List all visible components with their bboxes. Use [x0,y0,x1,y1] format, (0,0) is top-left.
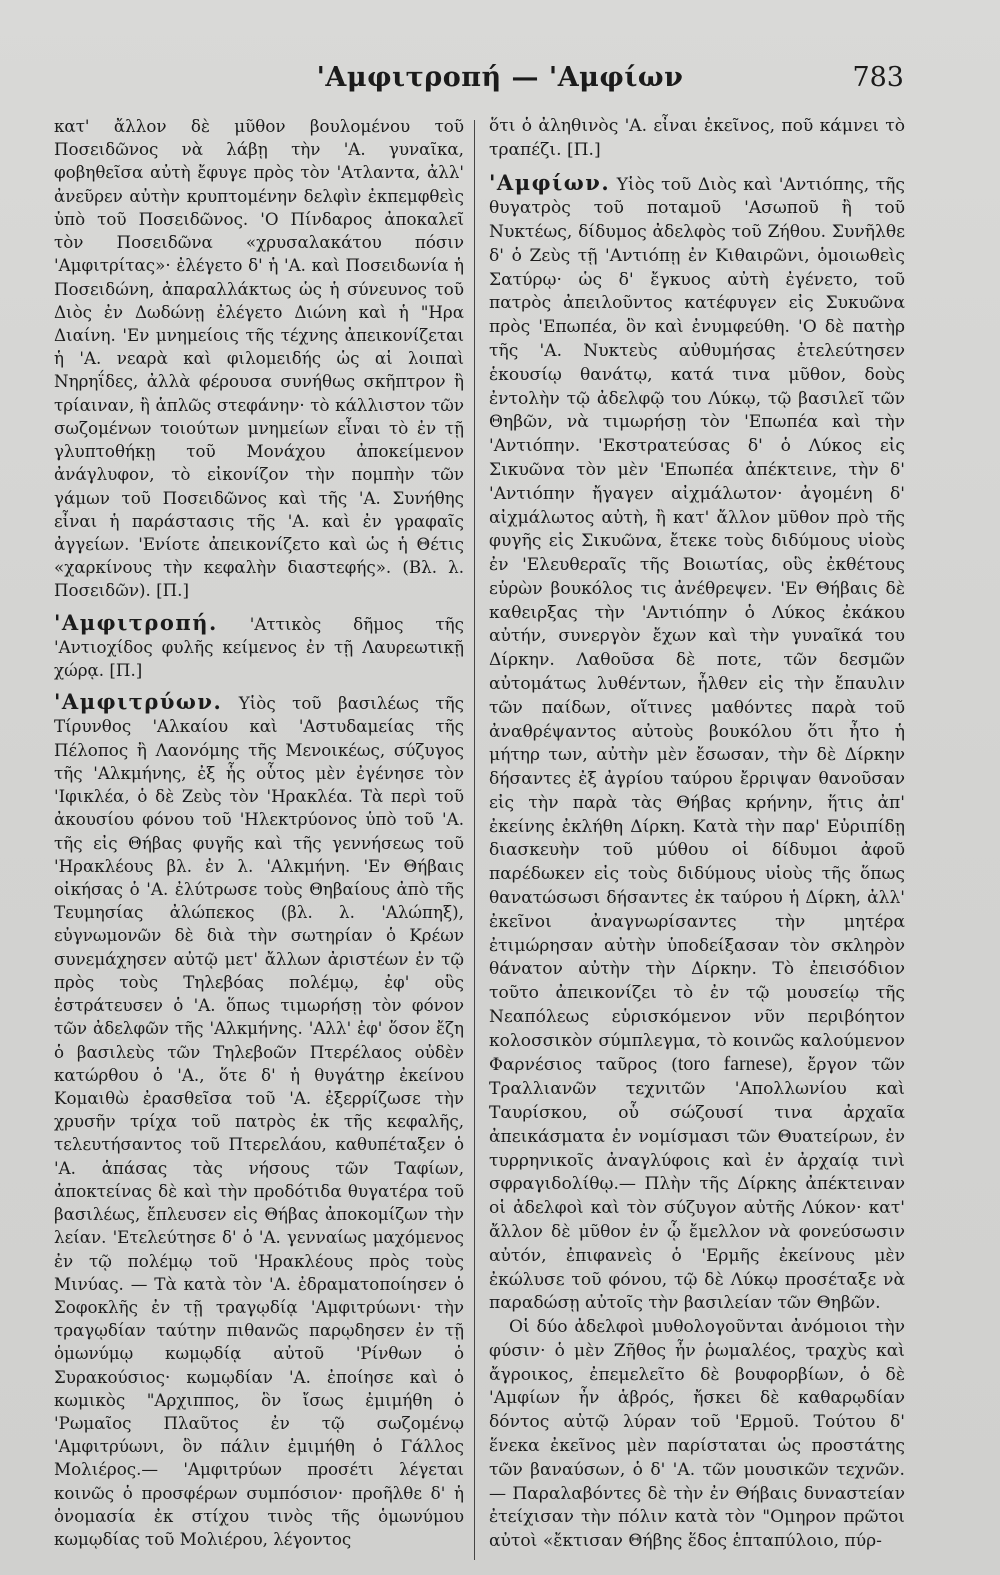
entry-amphitrope-text: 'Αττικὸς δῆμος τῆς 'Αντιοχίδος φυλῆς κείμενος ἐν τῇ Λαυρεωτικῇ χώρᾳ. [Π.] [54,613,464,681]
paragraph-brothers: Οἱ δύο ἀδελφοὶ μυθολογοῦνται ἀνόμοιοι τὴν φύσιν· ὁ μὲν Ζῆθος ἦν ῥωμαλέος, τραχὺς καὶ ἄγροικος, ἐπεμελεῖτο δὲ βουφορβίων, ὁ δὲ 'Αμφίων ἦν ἁβρός, ἤσκει δὲ καθαρῳδίαν δόντος αὐτῷ λύραν τοῦ 'Ερμοῦ. Τούτου δ' ἕνεκα ἐκεῖνος μὲν παρίσταται ὡς προστάτης τῶν βαναύσων, ὁ δ' 'Α. τῶν μουσικῶν τεχνῶν. — Παραλαβόντες δὲ τὴν ἐν Θήβαις δυναστείαν ἐτείχισαν τὴν πόλιν κατὰ τὸν "Ομηρον πρῶτοι αὐτοὶ «ἔκτισαν Θήβης ἕδος ἑπταπύλοιο, πύρ- [489,1317,905,1552]
column-divider [474,120,475,1560]
lemma-amphitrope: 'Αμφιτροπή. [54,609,218,635]
entry-amphitryon-text: Υἱὸς τοῦ βασιλέως τῆς Τίρυνθος 'Αλκαίου καὶ 'Αστυδαμείας τῆς Πέλοπος ἢ Λαονόμης τῆς Μενοικέως, σύζυγος τῆς 'Αλκμήνης, ἐξ ἧς οὗτος μὲν ἐγένησε τὸν 'Ιφικλέα, ὁ δὲ Ζεὺς τὸν 'Ηρακλέα. Τὰ περὶ τοῦ ἀκουσίου φόνου τοῦ 'Ηλεκτρύονος ὑπὸ τοῦ 'Α. τῆς εἰς Θήβας φυγῆς καὶ τῆς γεννήσεως τοῦ 'Ηρακλέους βλ. ἐν λ. 'Αλκμήνη. 'Εν Θήβαις οἰκήσας ὁ 'Α. ἐλύτρωσε τοὺς Θηβαίους ἀπὸ τῆς Τευμησίας ἀλώπεκος (βλ. λ. 'Αλώπηξ), εὐγνωμονῶν δὲ διὰ τὴν σωτηρίαν ὁ Κρέων συνεμάχησεν αὐτῷ μετ' ἄλλων ἀριστέων ἐν τῷ πρὸς τοὺς Τηλεβόας πολέμῳ, ἐφ' οὓς ἐστράτευσεν ὁ 'Α. ὅπως τιμωρήσῃ τὸν φόνον τῶν ἀδελφῶν τῆς 'Αλκμήνης. 'Αλλ' ἐφ' ὅσον ἔζη ὁ βασιλεὺς τῶν Τηλεβοῶν Πτερέλαος οὐδὲν κατώρθου ὁ 'Α., ὅτε δ' ἡ θυγάτηρ ἐκείνου Κομαιθὼ ἐρασθεῖσα τοῦ 'Α. ἐξερρίζωσε τὴν χρυσῆν τρίχα τοῦ πατρὸς ἐκ τῆς κεφαλῆς, τελευτήσαντος τοῦ Πτερελάου, καθυπέταξεν ὁ 'Α. ἁπάσας τὰς νήσους τῶν Ταφίων, ἀποκτείνας δὲ καὶ τὴν προδότιδα θυγατέρα τοῦ βασιλέως, ἔπλευσεν εἰς Θήβας ἀποκομίζων τὴν λείαν. 'Ετελεύτησε δ' ὁ 'Α. γενναίως μαχόμενος ἐν τῷ πολέμῳ τοῦ 'Ηρακλέους πρὸς τοὺς Μινύας. — Τὰ κατὰ τὸν 'Α. ἐδραματοποίησεν ὁ Σοφοκλῆς ἐν τῇ τραγῳδίᾳ 'Αμφιτρύωνι· τὴν τραγῳδίαν ταύτην πιθανῶς παρῳδησεν ἐν τῇ ὁμωνύμῳ κωμῳδίᾳ αὐτοῦ 'Ρίνθων ὁ Συρακούσιος· κωμῳδίαν 'Α. ἐποίησε καὶ ὁ κωμικὸς "Αρχιππος, ὃν ἴσως ἐμιμήθη ὁ 'Ρωμαῖος Πλαῦτος ἐν τῷ σωζομένῳ 'Αμφιτρύωνι, ὃν πάλιν ἐμιμήθη ὁ Γάλλος Μολιέρος.— 'Αμφιτρύων προσέτι λέγεται κοινῶς ὁ προσφέρων συμπόσιον· προῆλθε δ' ἡ ὀνομασία ἐκ στίχου τινὸς τῆς ὁμωνύμου κωμῳδίας τοῦ Μολιέρου, λέγοντος [54,693,464,1550]
paragraph-amphitrite-continuation: κατ' ἄλλον δὲ μῦθον βουλομένου τοῦ Ποσειδῶνος νὰ λάβῃ τὴν 'Α. γυναῖκα, φοβηθεῖσα αὐτὴ ἔφυγε πρὸς τὸν 'Ατλαντα, ἀλλ' ἀνεῦρεν αὐτὴν κρυπτομένην δελφὶν ἐκπεμφθεὶς ὑπὸ τοῦ Ποσειδῶνος. 'Ο Πίνδαρος ἀποκαλεῖ τὸν Ποσειδῶνα «χρυσαλακάτου πόσιν 'Αμφιτρίτας»· ἐλέγετο δ' ἡ 'Α. καὶ Ποσειδωνία ἡ Ποσειδώνη, ἀπαραλλάκτως ὡς ἡ σύνευνος τοῦ Διὸς ἐν Δωδώνῃ ἐλέγετο Διώνη καὶ ἡ "Ηρα Διαίνη. 'Εν μνημείοις τῆς τέχνης ἀπεικονίζεται ἡ 'Α. νεαρὰ καὶ φιλομειδής ὡς αἱ λοιπαὶ Νηρηΐδες, ἀλλὰ φέρουσα συνήθως σκῆπτρον ἢ τρίαιναν, ἢ ἁπλῶς στεφάνην· τὸ κάλλιστον τῶν σωζομένων τοιούτων μνημείων εἶναι τὸ ἐν τῇ γλυπτοθήκῃ τοῦ Μονάχου ἀποκείμενον ἀνάγλυφον, τὸ εἰκονίζον τὴν πομπὴν τῶν γάμων τοῦ Ποσειδῶνος καὶ τῆς 'Α. Συνήθης εἶναι ἡ παράστασις τῆς 'Α. καὶ ἐν γραφαῖς ἀγγείων. 'Ενίοτε ἀπεικονίζετο καὶ ὡς ἡ Θέτις «χαρκίνους τὴν κεφαλὴν διαστεφής». (Βλ. λ. Ποσειδῶν). [Π.] [54,116,464,601]
entry-amphitrope [54,611,464,683]
latin-term: toro farnese [677,1053,782,1076]
lemma-amphitryon: 'Αμφιτρύων. [54,689,223,715]
entry-amphion-text-b: ), ἔργον τῶν Τραλλιανῶν τεχνιτῶν 'Απολλωνίου καὶ Ταυρίσκου, οὗ σώζουσί τινα ἀρχαῖα ἀπεικάσματα ἐν νομίσμασι τῶν Θυατείρων, ἐν τυρρηνικοῖς ἀναγλύφοις καὶ ἐν ἀρχαίᾳ τινὶ σφραγιδολίθῳ.— Πλὴν τῆς Δίρκης ἀπέκτειναν οἱ ἀδελφοὶ καὶ τὸν σύζυγον αὐτῆς Λύκον· κατ' ἄλλον δὲ μῦθον ἐν ᾧ ἔμελλον νὰ φονεύσωσιν αὐτόν, ἐπιφανεὶς ὁ 'Ερμῆς ἐκείνους μὲν ἐκώλυσε τοῦ φόνου, τῷ δὲ Λύκῳ προσέταξε νὰ παραδώσῃ αὐτοῖς τὴν βασιλείαν τῶν Θηβῶν. [489,1055,905,1314]
running-head: 'Αμφιτροπή — 'Αμφίων [316,62,684,93]
page-number: 783 [852,62,904,93]
lemma-amphion: 'Αμφίων. [489,169,611,195]
entry-amphitryon [54,690,464,1551]
paragraph-amphitryon-continuation: ὅτι ὁ ἀληθινὸς 'Α. εἶναι ἐκεῖνος, ποῦ κάμνει τὸ τραπέζι. [Π.] [489,116,905,160]
entry-amphion [489,171,905,1317]
page-header [0,62,1000,102]
right-column [489,115,905,1554]
left-column [54,115,464,1551]
entry-amphion-text-a: Υἱὸς τοῦ Διὸς καὶ 'Αντιόπης, τῆς θυγατρὸς τοῦ ποταμοῦ 'Ασωποῦ ἢ τοῦ Νυκτέως, δίδυμος ἀδελφὸς τοῦ Ζήθου. Συνῆλθε δ' ὁ Ζεὺς τῇ 'Αντιόπῃ ἐν Κιθαιρῶνι, ὁμοιωθεὶς Σατύρῳ· ὡς δ' ἔγκυος αὐτὴ ἐγένετο, τοῦ πατρὸς ἀπειλοῦντος κατέφυγεν εἰς Συκυῶνα πρὸς 'Επωπέα, ὃν καὶ ἐνυμφεύθη. 'Ο δὲ πατὴρ τῆς 'Α. Νυκτεὺς αὐθυμήσας ἐτελεύτησεν ἑκουσίῳ θανάτῳ, κατά τινα μῦθον, δοὺς ἐντολὴν τῷ ἀδελφῷ του Λύκῳ, τῷ βασιλεῖ τῶν Θηβῶν, νὰ τιμωρήσῃ τὸν 'Επωπέα καὶ τὴν 'Αντιόπην. 'Εκστρατεύσας δ' ὁ Λύκος εἰς Σικυῶνα τὸν μὲν 'Επωπέα ἀπέκτεινε, τὴν δ' 'Αντιόπην ἤγαγεν αἰχμάλωτον· ἀγομένη δ' αἰχμάλωτος αὐτὴ, ἢ κατ' ἄλλον μῦθον πρὸ τῆς φυγῆς εἰς Σικυῶνα, ἔτεκε τοὺς διδύμους υἱοὺς ἐν 'Ελευθεραῖς τῆς Βοιωτίας, οὓς ἐκθέτους εὑρὼν βουκόλος τις ἀνέθρεψεν. 'Εν Θήβαις δὲ καθειρξας τὴν 'Αντιόπην ὁ Λύκος ἐκάκου αὐτήν, συνεργὸν ἔχων καὶ τὴν γυναῖκά του Δίρκην. Λαθοῦσα δὲ ποτε, τῶν δεσμῶν αὐτομάτως λυθέντων, ἦλθεν εἰς τὴν ἔπαυλιν τῶν παίδων, οἵτινες μαθόντες παρὰ τοῦ ἀναθρέψαντος αὐτοὺς βουκόλου ὅτι ἦτο ἡ μήτηρ των, αὐτὴν μὲν ἔσωσαν, τὴν δὲ Δίρκην δήσαντες ἐξ ἀγρίου ταύρου ἔρριψαν θανοῦσαν εἰς τὴν παρὰ τὰς Θήβας κρήνην, ἥτις ἀπ' ἐκείνης ἐκλήθη Δίρκη. Κατὰ τὴν παρ' Εὐριπίδῃ διασκευὴν τοῦ μύθου οἱ δίδυμοι ἀφοῦ παρέδωκεν εἰς τοὺς διδύμους υἱοὺς τῆς ὅπως θανατώσωσι δήσαντες ἐκ ταύρου ἡ Δίρκη, ἀλλ' ἐκεῖνοι ἀναγνωρίσαντες τὴν μητέρα ἐτιμώρησαν αὐτὴν ὑποδείξασαν τὸν σκληρὸν θάνατον αὐτὴν τὴν Δίρκην. Τὸ ἐπεισόδιον τοῦτο ἀπεικονίζει τὸ ἐν τῷ μουσείῳ τῆς Νεαπόλεως εὑρισκόμενον νῦν περιβόητον κολοσσικὸν σύμπλεγμα, τὸ κοινῶς καλούμενον Φαρνέσιος ταῦρος ( [489,174,905,1076]
